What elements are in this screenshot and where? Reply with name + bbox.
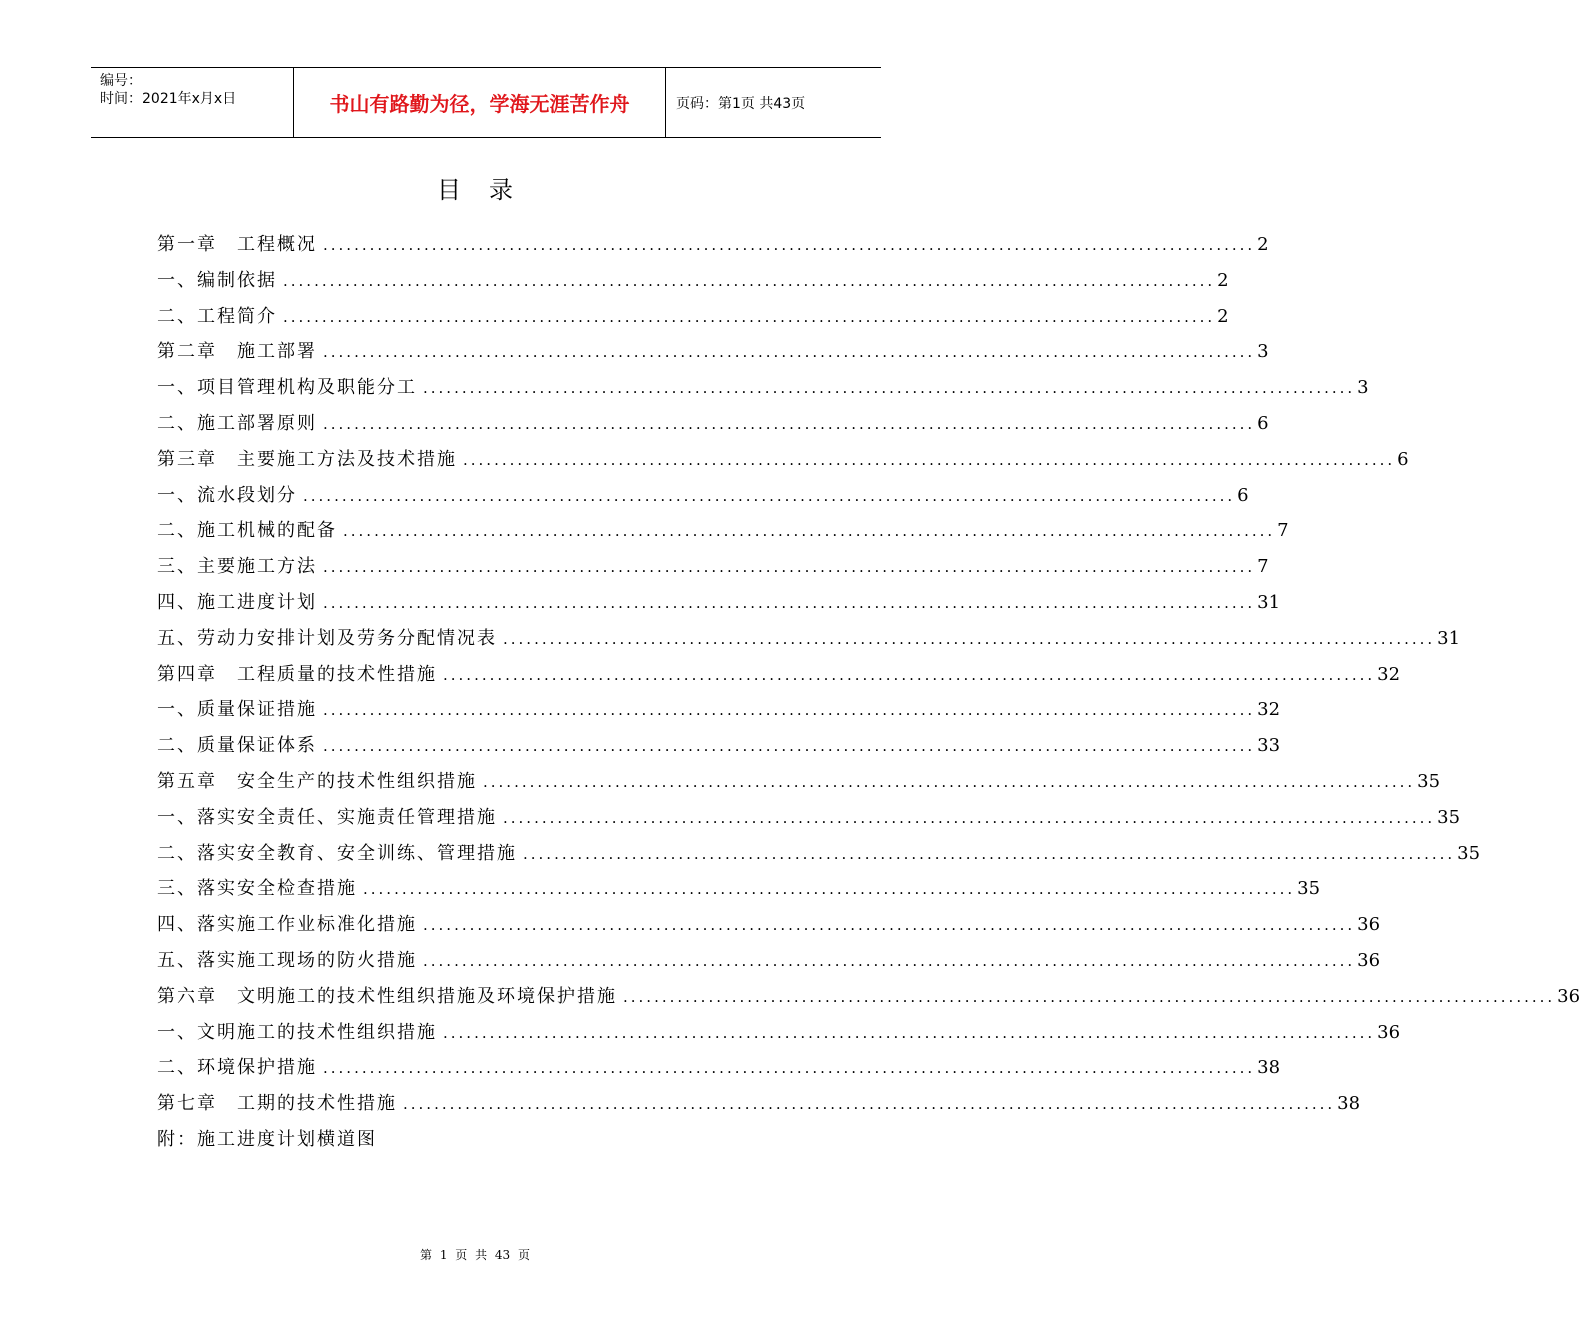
toc-entry[interactable] — [157, 588, 1281, 624]
toc-entry-title: 二、质量保证体系 — [157, 735, 317, 757]
toc-entry-page: 6 — [1237, 484, 1249, 506]
toc-leader-dots: ........................................................................................................................ — [343, 522, 1276, 541]
toc-entry-title: 三、主要施工方法 — [157, 556, 317, 578]
toc-entry-page: 38 — [1257, 1057, 1281, 1079]
toc-leader-dots: ........................................................................................................................ — [443, 665, 1376, 684]
toc-leader-dots: ........................................................................................................................ — [423, 951, 1356, 970]
toc-leader-dots: ........................................................................................................................ — [323, 343, 1256, 362]
number-label: 编号： — [100, 73, 142, 89]
toc-entry[interactable] — [157, 302, 1229, 338]
toc-entry-page: 36 — [1357, 949, 1381, 971]
toc-entry[interactable] — [157, 767, 1441, 803]
toc-entry-title: 四、落实施工作业标准化措施 — [157, 914, 417, 936]
toc-entry[interactable] — [157, 946, 1381, 982]
toc-entry-page: 2 — [1217, 305, 1229, 327]
toc-entry[interactable] — [157, 839, 1481, 875]
toc-entry-page: 3 — [1257, 341, 1269, 363]
toc-entry-page: 35 — [1297, 878, 1321, 900]
toc-entry-title: 第四章 工程质量的技术性措施 — [157, 663, 437, 685]
toc-entry[interactable] — [157, 910, 1381, 946]
toc-leader-dots: ........................................................................................................................ — [483, 772, 1416, 791]
toc-entry[interactable] — [157, 552, 1269, 588]
toc-entry-page: 31 — [1257, 591, 1281, 613]
toc-entry[interactable] — [157, 409, 1269, 445]
toc-entry[interactable] — [157, 874, 1321, 910]
toc-entry-page: 33 — [1257, 735, 1281, 757]
header-slogan: 书山有路勤为径，学海无涯苦作舟 — [293, 68, 666, 137]
toc-entry-title: 五、劳动力安排计划及劳务分配情况表 — [157, 627, 497, 649]
toc-entry[interactable] — [157, 1018, 1401, 1054]
toc-entry-title: 第七章 工期的技术性措施 — [157, 1093, 397, 1115]
toc-entry-title: 第五章 安全生产的技术性组织措施 — [157, 770, 477, 792]
toc-entry-title: 二、落实安全教育、安全训练、管理措施 — [157, 842, 517, 864]
toc-entry-page: 36 — [1557, 985, 1580, 1007]
toc-entry-title: 二、施工机械的配备 — [157, 520, 337, 542]
toc-leader-dots: ........................................................................................................................ — [283, 307, 1216, 326]
page-title: 目录 — [437, 176, 541, 204]
toc-entry-page: 31 — [1437, 627, 1461, 649]
toc-leader-dots: ........................................................................................................................ — [323, 236, 1256, 254]
toc-entry[interactable] — [157, 803, 1461, 839]
toc-entry[interactable] — [157, 445, 1409, 481]
toc-entry[interactable] — [157, 230, 1269, 266]
toc-entry-title: 五、落实施工现场的防火措施 — [157, 949, 417, 971]
toc-entry-title: 三、落实安全检查措施 — [157, 878, 357, 900]
toc-leader-dots: ........................................................................................................................ — [323, 737, 1256, 756]
toc-leader-dots: ........................................................................................................................ — [403, 1095, 1336, 1114]
toc-leader-dots: ........................................................................................................................ — [443, 1023, 1376, 1042]
toc-entry[interactable] — [157, 1125, 837, 1161]
toc-entry-page: 32 — [1257, 699, 1281, 721]
toc-entry-page: 2 — [1257, 234, 1269, 255]
toc-entry-title: 四、施工进度计划 — [157, 591, 317, 613]
toc-leader-dots: ........................................................................................................................ — [523, 844, 1456, 863]
toc-entry-page: 3 — [1357, 377, 1369, 399]
toc-entry[interactable] — [157, 337, 1269, 373]
toc-leader-dots: ........................................................................................................................ — [363, 880, 1296, 899]
toc-entry-page: 36 — [1357, 914, 1381, 936]
toc-entry-page: 7 — [1257, 556, 1269, 578]
toc-entry-title: 第三章 主要施工方法及技术措施 — [157, 448, 457, 470]
toc-entry-page: 6 — [1257, 412, 1269, 434]
page-footer: 第 1 页 共 43 页 — [420, 1248, 530, 1262]
toc-entry[interactable] — [157, 516, 1289, 552]
toc-entry[interactable] — [157, 373, 1369, 409]
toc-leader-dots: ........................................................................................................................ — [323, 558, 1256, 577]
page-header — [91, 67, 881, 138]
date-label: 时间：2021年x月x日 — [100, 91, 237, 107]
toc-entry-page: 7 — [1277, 520, 1289, 542]
toc-entry[interactable] — [157, 1053, 1281, 1089]
toc-entry-title: 一、质量保证措施 — [157, 699, 317, 721]
toc-entry[interactable] — [157, 1089, 1361, 1125]
toc-entry[interactable] — [157, 660, 1401, 696]
toc-entry-page: 32 — [1377, 663, 1401, 685]
toc-leader-dots: ........................................................................................................................ — [503, 629, 1436, 648]
toc-entry-title: 附：施工进度计划横道图 — [157, 1128, 377, 1150]
toc-entry[interactable] — [157, 624, 1461, 660]
toc-entry-title: 二、环境保护措施 — [157, 1057, 317, 1079]
table-of-contents — [157, 230, 1580, 1161]
toc-entry[interactable] — [157, 982, 1580, 1018]
toc-leader-dots: ........................................................................................................................ — [323, 414, 1256, 433]
toc-entry-title: 一、文明施工的技术性组织措施 — [157, 1021, 437, 1043]
header-page-info: 页码：第1页 共43页 — [676, 95, 806, 112]
toc-entry-page: 35 — [1457, 842, 1481, 864]
toc-entry-page: 36 — [1377, 1021, 1401, 1043]
toc-leader-dots: ........................................................................................................................ — [303, 486, 1236, 505]
toc-entry-title: 一、落实安全责任、实施责任管理措施 — [157, 806, 497, 828]
toc-entry[interactable] — [157, 731, 1281, 767]
toc-entry-title: 一、编制依据 — [157, 269, 277, 291]
toc-leader-dots: ........................................................................................................................ — [623, 987, 1556, 1006]
toc-leader-dots: ........................................................................................................................ — [503, 808, 1436, 827]
toc-leader-dots: ........................................................................................................................ — [323, 1059, 1256, 1078]
toc-entry[interactable] — [157, 481, 1249, 517]
toc-entry[interactable] — [157, 266, 1229, 302]
toc-entry-page: 6 — [1397, 448, 1409, 470]
toc-leader-dots: ........................................................................................................................ — [463, 450, 1396, 469]
toc-leader-dots: ........................................................................................................................ — [323, 593, 1256, 612]
toc-entry-page: 35 — [1437, 806, 1461, 828]
toc-leader-dots: ........................................................................................................................ — [283, 271, 1216, 290]
toc-entry-page: 35 — [1417, 770, 1441, 792]
toc-entry-title: 二、施工部署原则 — [157, 412, 317, 434]
toc-leader-dots: ........................................................................................................................ — [423, 916, 1356, 935]
toc-entry-title: 二、工程简介 — [157, 305, 277, 327]
toc-entry-title: 第二章 施工部署 — [157, 341, 317, 363]
toc-entry-title: 一、流水段划分 — [157, 484, 297, 506]
toc-entry[interactable] — [157, 695, 1281, 731]
toc-entry-title: 第六章 文明施工的技术性组织措施及环境保护措施 — [157, 985, 617, 1007]
toc-entry-title: 第一章 工程概况 — [157, 234, 317, 255]
toc-leader-dots: ........................................................................................................................ — [323, 701, 1256, 720]
toc-entry-title: 一、项目管理机构及职能分工 — [157, 377, 417, 399]
header-meta — [91, 68, 293, 137]
toc-leader-dots: ........................................................................................................................ — [423, 379, 1356, 398]
toc-entry-page: 2 — [1217, 269, 1229, 291]
toc-entry-page: 38 — [1337, 1093, 1361, 1115]
